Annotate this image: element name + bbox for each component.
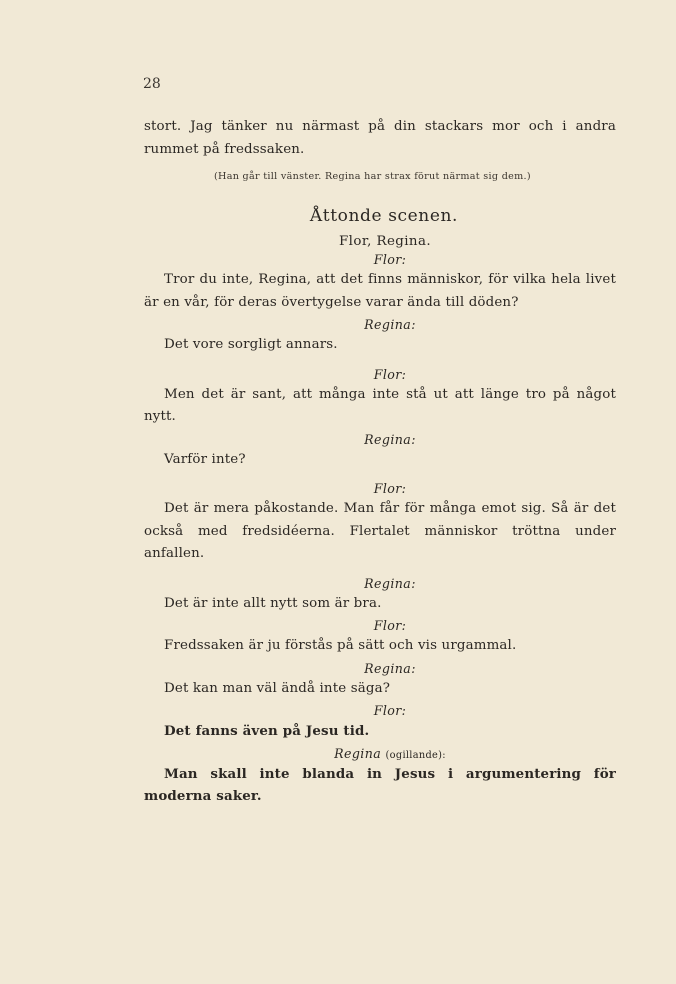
dialogue-line: Det kan man väl ändå inte säga?: [164, 680, 391, 696]
dialogue-line: Fredssaken är ju förstås på sätt och vis urgammal.: [164, 638, 517, 653]
speaker-flor: Flor:: [373, 366, 407, 382]
dialogue-line: Det är mera påkostande. Man får för många emot sig. Så är det också med fredsidéerna. Flertalet människor tröttna under anfallen.: [144, 501, 616, 561]
dialogue-line: Man skall inte blanda in Jesus i argumentering för moderna saker.: [144, 765, 616, 804]
speaker-name: Regina: [334, 745, 382, 761]
speaker-flor: Flor:: [373, 481, 407, 496]
paragraph-continuation: stort. Jag tänker nu närmast på din stackars mor och i andra rummet på fredssaken.: [144, 119, 616, 157]
scene-title: Åttonde scenen.: [309, 206, 459, 226]
speaker-direction: (ogillande):: [385, 749, 446, 761]
dialogue-line: Men det är sant, att många inte stå ut att länge tro på något nytt.: [144, 386, 616, 424]
dialogue-line: Varför inte?: [164, 451, 246, 467]
cast-list: Flor, Regina.: [338, 234, 431, 249]
page-text: [144, 116, 616, 808]
speaker-regina: Regina:: [364, 431, 416, 447]
stage-direction: (Han går till vänster. Regina har strax förut närmat sig dem.): [214, 171, 531, 182]
speaker-regina: Regina:: [364, 317, 416, 332]
dialogue-line: Det är inte allt nytt som är bra.: [164, 595, 382, 611]
speaker-flor: Flor:: [373, 618, 407, 633]
speaker-regina-with-direction: [164, 746, 616, 761]
dialogue-line: Det vore sorgligt annars.: [164, 337, 338, 352]
speaker-regina: Regina:: [364, 575, 416, 591]
speaker-regina: Regina:: [364, 660, 416, 676]
speaker-flor: Flor:: [373, 703, 407, 718]
dialogue-line: Tror du inte, Regina, att det finns människor, för vilka hela livet är en vår, för deras övertygelse varar ända till döden?: [144, 272, 616, 310]
page-number: 28: [143, 76, 161, 92]
dialogue-line: Det fanns även på Jesu tid.: [164, 723, 370, 739]
speaker-flor: Flor:: [373, 252, 407, 267]
